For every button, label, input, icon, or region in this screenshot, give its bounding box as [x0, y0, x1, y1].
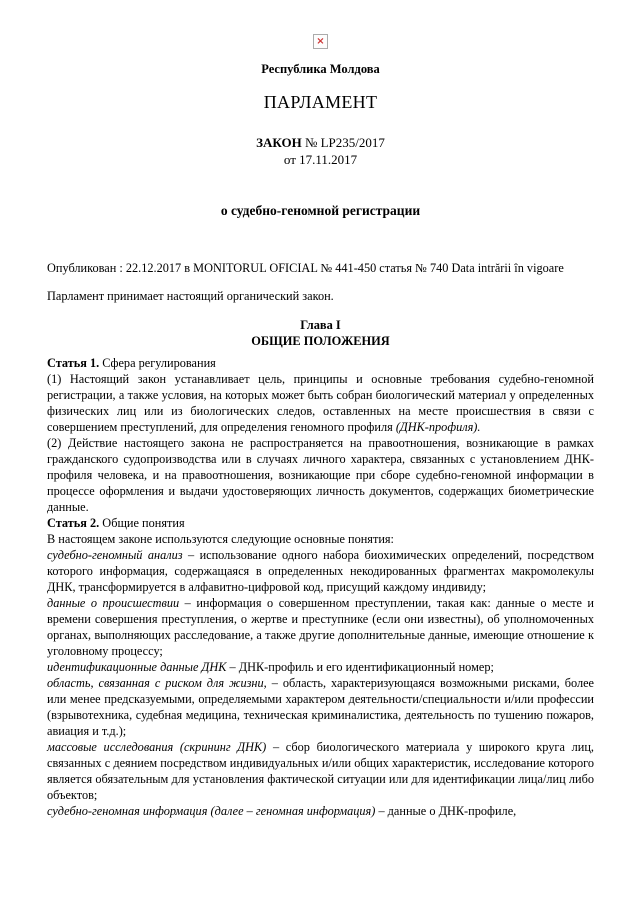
- definition-item: [47, 659, 594, 675]
- paragraph-text: (1) Настоящий закон устанавливает цель, принципы и основные требования судебно-геномной регистрации, а также условия, на которых может быть собран биологический материал у определенных физических лиц или из биологических следов, оставленных на месте происшествия в связи с совершением преступлений, для определения геномного профиля: [47, 372, 594, 434]
- definition-item: [47, 803, 594, 819]
- definition-term: судебно-геномный анализ: [47, 548, 183, 562]
- article-1-paragraph-1: [47, 371, 594, 435]
- definition-item: [47, 595, 594, 659]
- published-line: Опубликован : 22.12.2017 в MONITORUL OFICIAL № 441-450 статья № 740 Data intrării în vigoare: [47, 261, 564, 275]
- definition-item: [47, 675, 594, 739]
- article-1-number: Статья 1.: [47, 356, 100, 370]
- definition-term: данные о происшествии: [47, 596, 180, 610]
- definition-term: область, связанная с риском для жизни,: [47, 676, 267, 690]
- chapter-label: Глава I: [300, 318, 341, 332]
- law-date: от 17.11.2017: [283, 152, 358, 167]
- law-word: ЗАКОН: [256, 135, 302, 150]
- parliament-title: ПАРЛАМЕНТ: [263, 92, 378, 112]
- law-number: № LP235/2017: [301, 135, 385, 150]
- document-title: о судебно-геномной регистрации: [220, 203, 421, 218]
- article-1-name: Сфера регулирования: [99, 356, 216, 370]
- definition-item: [47, 739, 594, 803]
- broken-image-icon: ×: [313, 34, 328, 49]
- definition-text: – использование одного набора биохимических определений, посредством которого информация, содержащаяся в определенных некодированных фрагментах макромолекулы ДНК, трансформируется в алфавитно-цифровой код, присущий каждому индивиду;: [47, 548, 594, 594]
- definition-text: – информация о совершенном преступлении, такая как: данные о месте и времени совершения преступления, о жертве и преступнике (если они известны), об уполномоченных органах, выполняющих расследование, а также другие дополнительные данные, имеющие отношение к уголовному процессу;: [47, 596, 594, 658]
- article-2-name: Общие понятия: [99, 516, 185, 530]
- definition-item: [47, 547, 594, 595]
- article-1-paragraph-2: (2) Действие настоящего закона не распространяется на правоотношения, возникающие в рамках гражданского судопроизводства или в случаях личного характера, связанных с установлением ДНК-профиля человека, и на правоотношения, возникающие при сборе судебно-геномной информации в процессе оформления и выдачи удостоверяющих личность документов, содержащих биометрические данные.: [47, 436, 594, 514]
- definition-text: – область, характеризующаяся возможными рисками, более или менее предсказуемыми, определяемыми характером деятельности/специальности и/или профессии (взрывотехника, судебная медицина, техническая криминалистика, деятельность по тушению пожаров, авиация и т.д.);: [47, 676, 594, 738]
- definition-term: массовые исследования (скрининг ДНК): [47, 740, 267, 754]
- law-number-line: [47, 134, 594, 151]
- preamble-text: Парламент принимает настоящий органический закон.: [47, 289, 334, 303]
- definition-text: – данные о ДНК-профиле,: [375, 804, 517, 818]
- country-title: Республика Молдова: [261, 62, 380, 76]
- definition-term: судебно-геномная информация (далее – геномная информация): [47, 804, 376, 818]
- definition-text: – ДНК-профиль и его идентификационный номер;: [226, 660, 494, 674]
- article-2-number: Статья 2.: [47, 516, 100, 530]
- definition-term: идентификационные данные ДНК: [47, 660, 227, 674]
- chapter-block: [47, 317, 594, 349]
- paragraph-italic-term: (ДНК-профиля).: [395, 420, 481, 434]
- article-1-heading: [47, 355, 594, 371]
- document-body: [47, 355, 594, 819]
- chapter-title: ОБЩИЕ ПОЛОЖЕНИЯ: [251, 334, 390, 348]
- broken-image-row: [47, 34, 594, 49]
- definition-text: – сбор биологического материала у широкого круга лиц, связанных с деянием посредством индивидуальных и/или общих характеристик, исследование которого является обязательным для установления фактической ситуации или для идентификации лица/лиц либо объектов;: [47, 740, 594, 802]
- article-2-intro: В настоящем законе используются следующие основные понятия:: [47, 532, 394, 546]
- article-2-heading: [47, 515, 594, 531]
